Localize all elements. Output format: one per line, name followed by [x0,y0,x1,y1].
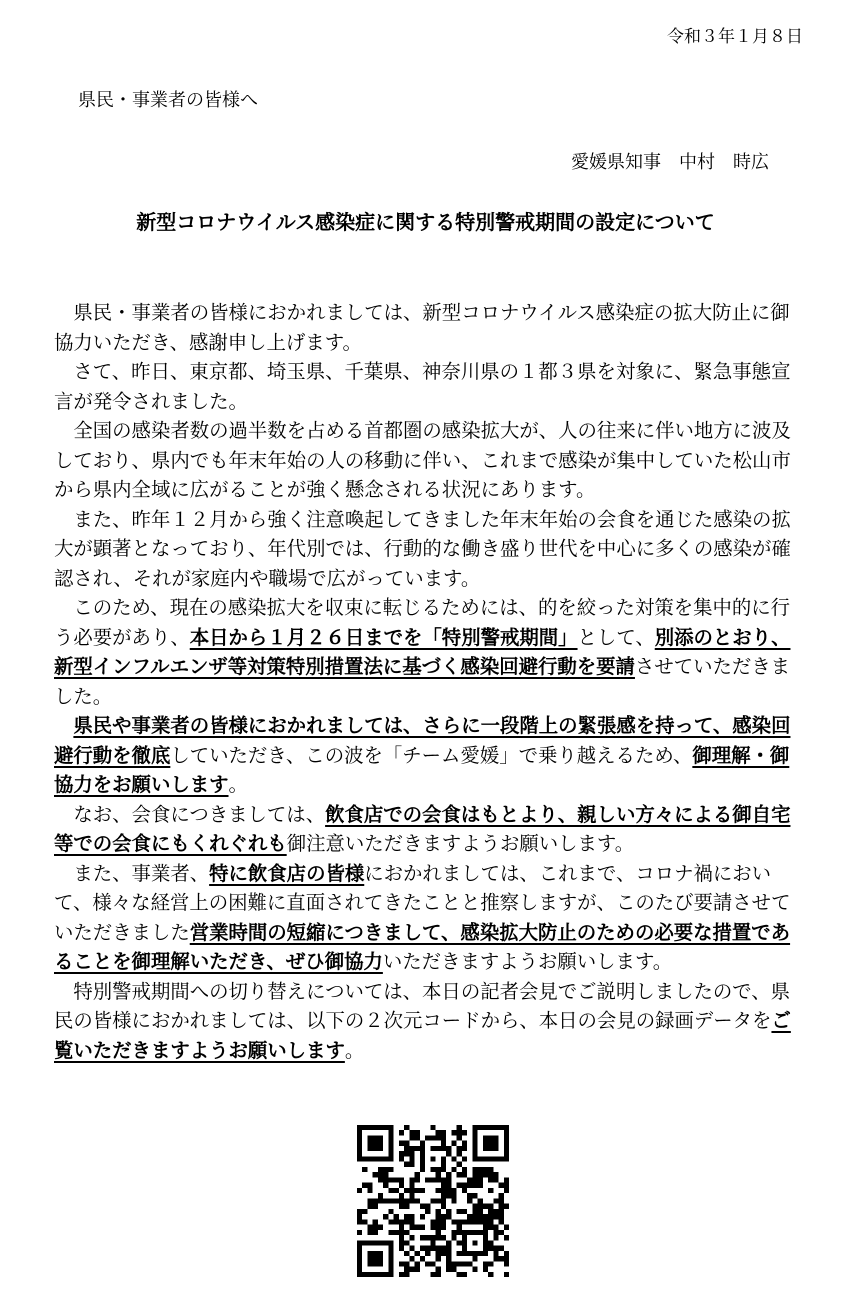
body-paragraph [54,800,806,859]
paragraph-text: におかれましては、これまで、コロナ禍において、様々な経営上の困難に直面されてきたことと推察しますが、このたび要請させていただきました [54,861,791,944]
paragraph-text: さて、昨日、東京都、埼玉県、千葉県、神奈川県の１都３県を対象に、緊急事態宣言が発令されました。 [54,360,791,413]
emphasized-text: 特に飲食店の皆様 [209,861,365,885]
addressee: 県民・事業者の皆様へ [78,90,258,111]
paragraph-text: 特別警戒期間への切り替えについては、本日の記者会見でご説明しましたので、県民の皆様におかれましては、以下の２次元コードから、本日の会見の録画データを [54,979,791,1032]
paragraph-text: として、 [577,625,655,649]
paragraph-text: なお、会食につきましては、 [73,802,326,826]
paragraph-text: いただきますようお願いします。 [382,950,673,973]
emphasized-text: 本日から１月２６日までを「特別警戒期間」 [189,625,578,649]
paragraph-text: 。 [228,773,248,796]
emphasized-text: 営業時間の短縮につきまして、感染拡大防止のための必要な措置であることを御理解いただき、ぜひ御協力 [54,920,791,973]
paragraph-text: 御注意いただきますようお願いします。 [286,832,635,855]
body-paragraph [54,357,806,416]
body-paragraph [54,859,806,977]
paragraph-text: させていただきました。 [54,655,791,708]
body-paragraph [54,505,806,594]
body-paragraph [54,593,806,711]
emphasized-text: 御理解・御協力をお願いします [54,743,790,796]
document-title: 新型コロナウイルス感染症に関する特別警戒期間の設定について [136,210,715,234]
paragraph-text: していただき、この波を「チーム愛媛」で乗り越えるため、 [170,743,693,767]
body-paragraph [54,977,806,1066]
body-paragraph [54,298,806,357]
body-paragraph [54,416,806,505]
emphasized-text: 別添のとおり、新型インフルエンザ等対策特別措置法に基づく感染回避行動を要請 [54,625,791,678]
document-body [54,298,806,1065]
emphasized-text: 飲食店での会食はもとより、親しい方々による御自宅等での会食にもくれぐれも [54,802,791,855]
paragraph-text: 。 [344,1038,365,1062]
paragraph-text: 県民・事業者の皆様におかれましては、新型コロナウイルス感染症の拡大防止に御協力いただき、感謝申し上げます。 [54,301,790,354]
emphasized-text: ご覧いただきますようお願いします [54,1009,791,1062]
paragraph-text: また、昨年１２月から強く注意喚起してきました年末年始の会食を通じた感染の拡大が顕著となっており、年代別では、行動的な働き盛り世代を中心に多くの感染が確認され、それが家庭内や職場で広がっています。 [54,507,791,590]
emphasized-text: 県民や事業者の皆様におかれましては、さらに一段階上の緊張感を持って、感染回避行動を徹底 [54,714,791,767]
document-date: 令和３年１月８日 [667,27,803,47]
paragraph-text: また、事業者、 [73,861,210,885]
sender: 愛媛県知事 中村 時広 [571,152,769,173]
paragraph-text: このため、現在の感染拡大を収束に転じるためには、的を絞った対策を集中的に行う必要があり、 [54,596,791,649]
qr-code-icon[interactable] [357,1125,509,1277]
paragraph-text: 全国の感染者数の過半数を占める首都圏の感染拡大が、人の往来に伴い地方に波及しており、県内でも年末年始の人の移動に伴い、これまで感染が集中していた松山市から県内全域に広がることが強く懸念される状況にあります。 [54,419,791,501]
body-paragraph [54,711,806,800]
